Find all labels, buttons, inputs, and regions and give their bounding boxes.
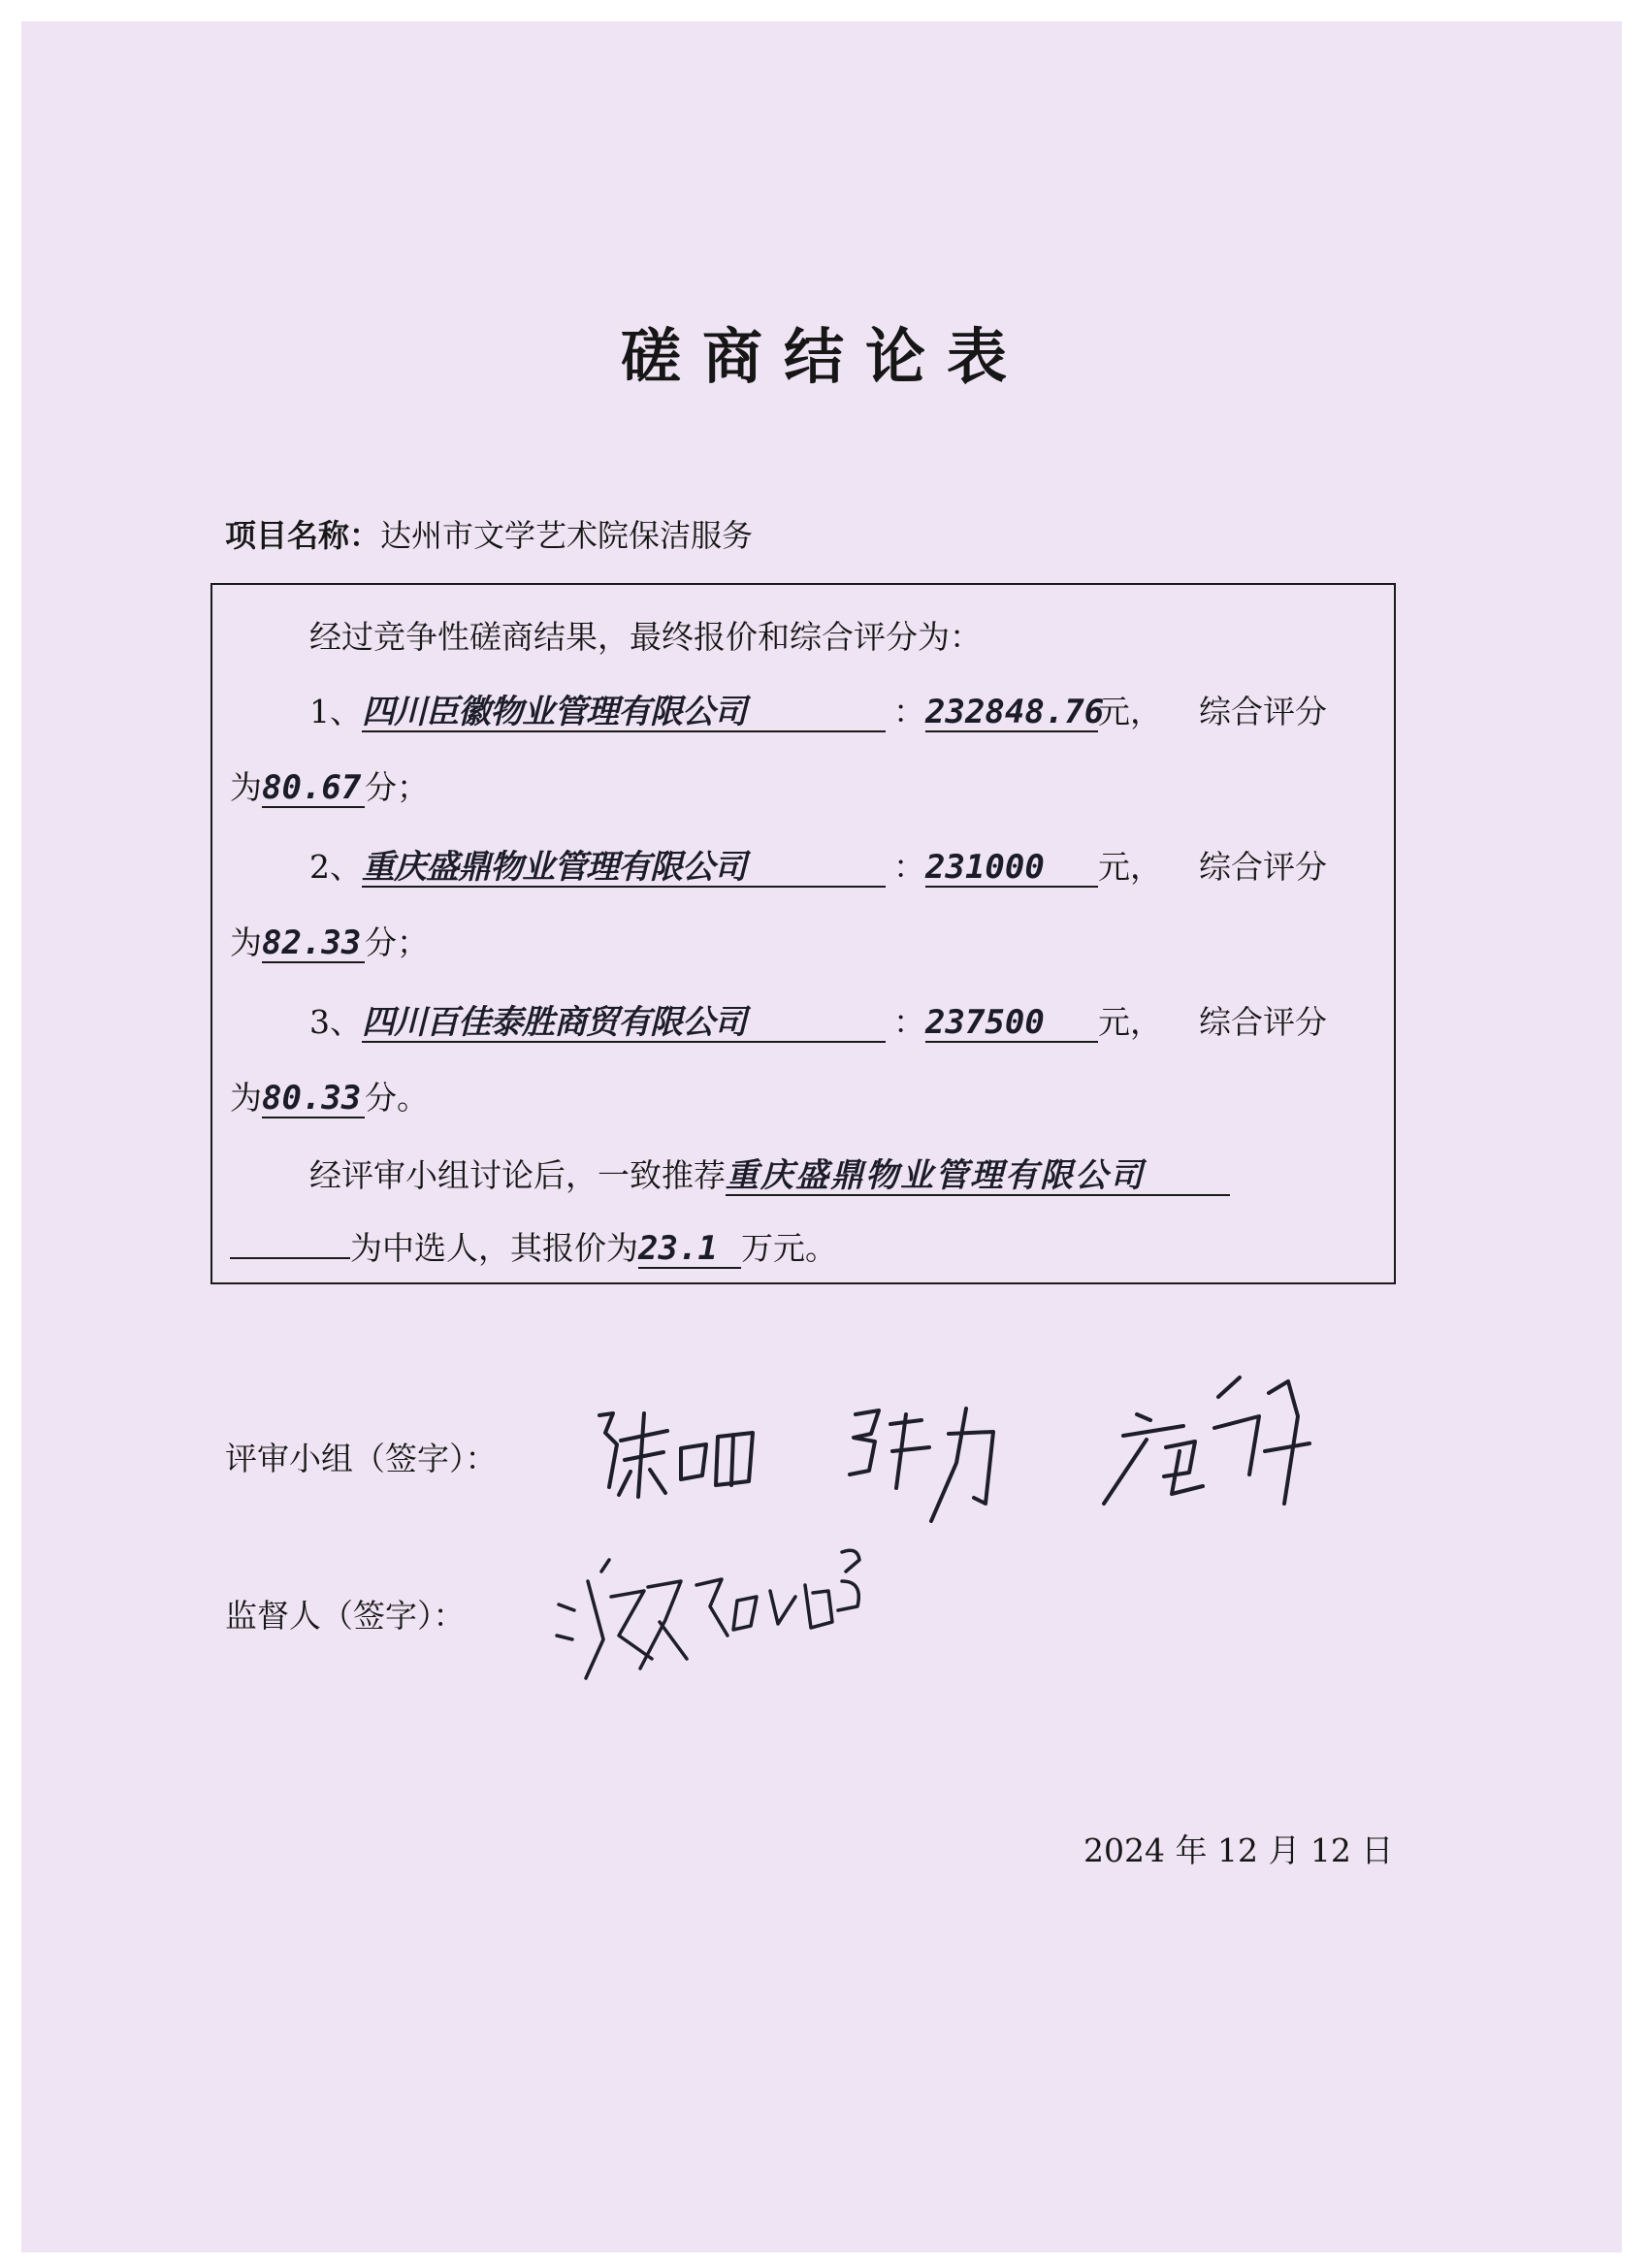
conclusion-suffix: 万元。 [741,1229,837,1267]
bidder-3-score: 80.33 [262,1082,365,1118]
bidder-2-score: 82.33 [262,926,365,963]
bidder-2-yuan: 元， [1098,848,1162,886]
bidder-1-fen: 分； [365,768,429,806]
panel-signature-1 [592,1402,766,1508]
intro-text: 经过竞争性磋商结果，最终报价和综合评分为： [309,618,982,656]
bidder-1-score-line [230,762,429,808]
panel-signature-3 [1094,1358,1317,1513]
bidder-3-company: 四川百佳泰胜商贸有限公司 [362,1006,886,1043]
document-date: 2024 年 12 月 12 日 [1083,1831,1394,1869]
bidder-2-wei: 为 [230,923,262,961]
bidder-3-colon: ： [893,1003,925,1041]
recommended-company: 重庆盛鼎物业管理有限公司 [726,1159,1230,1196]
supervisor-signature-label: 监督人（签字）： [225,1597,466,1635]
bidder-3-number: 3、 [309,1003,362,1041]
document-title: 磋商结论表 [620,321,1028,392]
bidder-3-line [309,997,1327,1043]
bidder-1-number: 1、 [309,693,362,730]
bidder-1-yuan: 元， [1098,693,1162,730]
conclusion-box [210,583,1396,1284]
conclusion-prefix: 经评审小组讨论后，一致推荐 [309,1156,726,1194]
conclusion-line-2 [230,1223,837,1269]
panel-signature-2 [842,1395,1007,1531]
bidder-2-colon: ： [893,848,925,886]
blank-underline [230,1226,350,1259]
bidder-1-wei: 为 [230,768,262,806]
bidder-2-line [309,842,1327,888]
conclusion-mid: 为中选人，其报价为 [350,1229,638,1267]
bidder-3-fen: 分。 [365,1079,429,1117]
conclusion-line-1 [309,1150,1230,1196]
bidder-1-score-label: 综合评分 [1199,693,1327,730]
bidder-3-wei: 为 [230,1079,262,1117]
panel-signature-label: 评审小组（签字）： [225,1440,498,1477]
bidder-2-company: 重庆盛鼎物业管理有限公司 [362,851,886,888]
project-label: 项目名称： [225,517,381,554]
bidder-3-score-line [230,1073,429,1118]
bidder-3-yuan: 元， [1098,1003,1162,1041]
project-name: 达州市文学艺术院保洁服务 [380,517,754,554]
bidder-1-score: 80.67 [262,771,365,808]
bidder-2-score-label: 综合评分 [1199,848,1327,886]
bidder-1-company: 四川臣徽物业管理有限公司 [362,696,886,732]
bidder-3-score-label: 综合评分 [1199,1003,1327,1041]
bidder-3-price: 237500 [925,1006,1098,1043]
bidder-2-score-line [230,918,429,963]
bidder-2-number: 2、 [309,848,362,886]
bidder-1-line [309,687,1327,732]
bidder-1-price: 232848.76 [925,693,1105,731]
bidder-2-price: 231000 [925,851,1098,888]
quote-value: 23.1 [638,1232,741,1269]
bidder-1-colon: ： [893,693,925,730]
bidder-2-fen: 分； [365,923,429,961]
supervisor-signature [551,1542,871,1688]
project-line [225,511,753,556]
